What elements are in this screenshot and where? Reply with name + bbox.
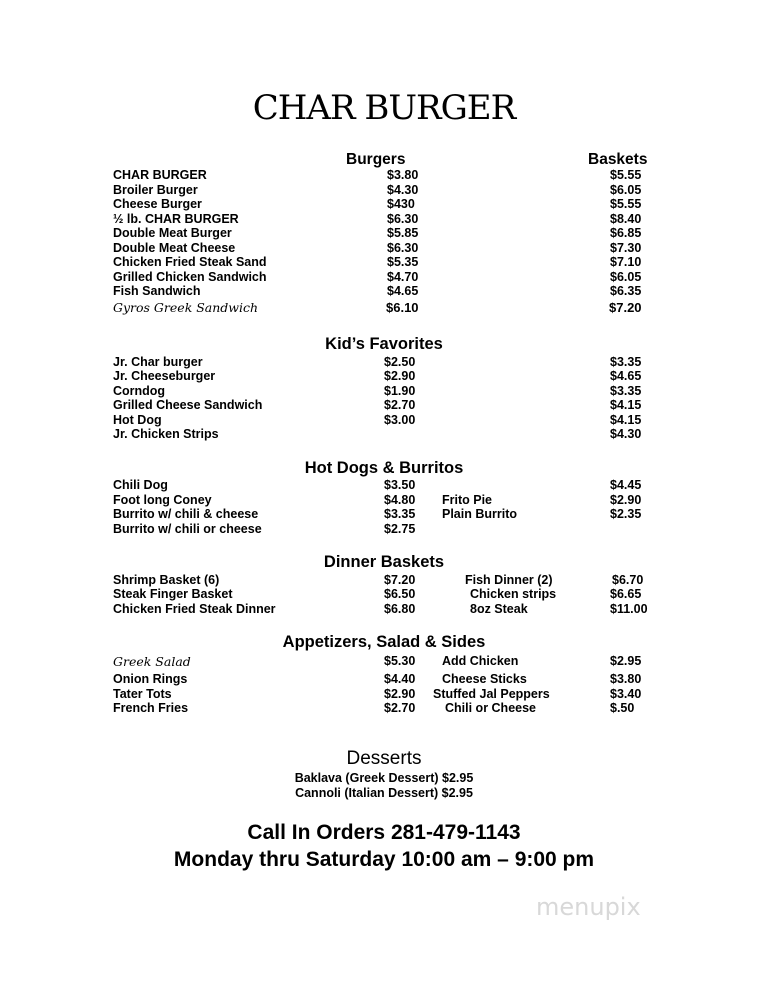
dessert-item: Baklava (Greek Dessert) $2.95 [294,771,474,785]
hotdogs-section-title: Hot Dogs & Burritos [304,459,464,477]
menu-item-basket-price: $4.30 [610,427,642,441]
menu-item-price: $6.30 [387,212,419,226]
menu-item-name: Jr. Char burger [113,355,203,369]
burgers-header: Burgers [346,151,406,168]
menu-item-name-2: Cheese Sticks [442,672,527,686]
menu-item-price-2: $6.65 [610,587,642,601]
apps-section-title: Appetizers, Salad & Sides [282,633,486,651]
menu-item-price: $7.20 [384,573,416,587]
menu-item-name: Onion Rings [113,672,188,686]
menu-item-name: Burrito w/ chili & cheese [113,507,259,521]
menu-item-basket-price: $5.55 [610,168,642,182]
menu-item-basket-price: $7.10 [610,255,642,269]
menu-item-name: Cheese Burger [113,197,202,211]
menu-item-name: Hot Dog [113,413,162,427]
menu-item-name-2: Plain Burrito [442,507,518,521]
menu-item-price: $5.35 [387,255,419,269]
menu-item-name: Greek Salad [113,654,191,669]
menu-item-basket-price: $6.85 [610,226,642,240]
menu-item-name: Grilled Chicken Sandwich [113,270,267,284]
menu-item-name: Foot long Coney [113,493,212,507]
menu-item-price: $2.70 [384,398,416,412]
menu-item-basket-price: $3.35 [610,355,642,369]
menu-item-name: Chili Dog [113,478,168,492]
menu-item-name: Fish Sandwich [113,284,201,298]
menu-item-name: Jr. Cheeseburger [113,369,216,383]
menu-item-price: $2.50 [384,355,416,369]
desserts-title: Desserts [346,748,422,769]
menu-item-basket-price: $3.35 [610,384,642,398]
menu-item-price: $6.10 [386,300,419,315]
menu-item-basket-price: $7.30 [610,241,642,255]
menu-title: CHAR BURGER [252,88,516,128]
menu-item-name: Jr. Chicken Strips [113,427,219,441]
menu-item-basket-price: $6.05 [610,183,642,197]
menu-item-name-2: Chicken strips [470,587,557,601]
menu-item-price: $1.90 [384,384,416,398]
menu-item-price: $5.30 [384,654,416,668]
menu-item-price: $4.70 [387,270,419,284]
menu-item-name: Broiler Burger [113,183,198,197]
menu-item-price: $6.30 [387,241,419,255]
menu-item-name-2: Chili or Cheese [445,701,536,715]
menu-item-price-2: $3.40 [610,687,642,701]
menu-item-price-2: $2.35 [610,507,642,521]
menu-item-name: Double Meat Burger [113,226,232,240]
menu-item-price: $2.75 [384,522,416,536]
menu-item-price: $6.50 [384,587,416,601]
menu-item-price: $3.50 [384,478,416,492]
kids-section-title: Kid’s Favorites [325,335,443,353]
menu-item-price: $3.35 [384,507,416,521]
menu-item-name: French Fries [113,701,189,715]
dinner-section-title: Dinner Baskets [323,553,445,571]
menu-item-name: Gyros Greek Sandwich [113,300,259,315]
menu-item-price: $4.80 [384,493,416,507]
menu-item-name-2: Add Chicken [442,654,519,668]
menu-item-price-2: $6.70 [612,573,644,587]
menu-item-name: Burrito w/ chili or cheese [113,522,262,536]
menu-item-price: $5.85 [387,226,419,240]
business-hours: Monday thru Saturday 10:00 am – 9:00 pm [173,848,595,871]
menu-item-price-2: $.50 [610,701,635,715]
menu-item-price: $3.80 [387,168,419,182]
menu-item-price-2: $3.80 [610,672,642,686]
menu-item-name: Chicken Fried Steak Dinner [113,602,276,616]
menu-item-price: $2.90 [384,687,416,701]
menu-item-name: Shrimp Basket (6) [113,573,220,587]
menu-item-basket-price: $4.65 [610,369,642,383]
dessert-item: Cannoli (Italian Dessert) $2.95 [295,786,473,800]
menu-item-basket-price: $6.05 [610,270,642,284]
menu-item-price-2: $2.90 [610,493,642,507]
menu-item-basket-price: $7.20 [609,300,642,315]
menu-item-name: ½ lb. CHAR BURGER [113,212,239,226]
menu-item-price: $4.40 [384,672,416,686]
menu-item-price-2: $2.95 [610,654,642,668]
menu-item-name: Grilled Cheese Sandwich [113,398,263,412]
menu-item-price: $430 [387,197,415,211]
menu-item-price: $6.80 [384,602,416,616]
baskets-header: Baskets [588,151,648,168]
menu-item-price-2: $11.00 [610,602,648,616]
menu-item-name-2: 8oz Steak [470,602,528,616]
watermark: menupix [536,893,641,921]
menu-item-name-2: Stuffed Jal Peppers [433,687,550,701]
menu-item-basket-price: $5.55 [610,197,642,211]
menu-item-price: $4.65 [387,284,419,298]
menu-item-price: $3.00 [384,413,416,427]
menu-item-price: $2.90 [384,369,416,383]
menu-item-basket-price: $6.35 [610,284,642,298]
menu-item-basket-price: $4.15 [610,398,642,412]
menu-item-name: Double Meat Cheese [113,241,236,255]
menu-item-name: Tater Tots [113,687,172,701]
menu-item-name: Corndog [113,384,166,398]
menu-item-name: Chicken Fried Steak Sand [113,255,267,269]
menu-item-price: $2.70 [384,701,416,715]
menu-item-name: CHAR BURGER [113,168,207,182]
menu-item-price: $4.30 [387,183,419,197]
menu-item-name: Steak Finger Basket [113,587,233,601]
menu-item-basket-price: $8.40 [610,212,642,226]
menu-item-name-2: Fish Dinner (2) [465,573,553,587]
menu-item-price-2: $4.45 [610,478,642,492]
menu-item-name-2: Frito Pie [442,493,493,507]
menu-item-basket-price: $4.15 [610,413,642,427]
call-in-orders: Call In Orders 281-479-1143 [247,821,521,844]
